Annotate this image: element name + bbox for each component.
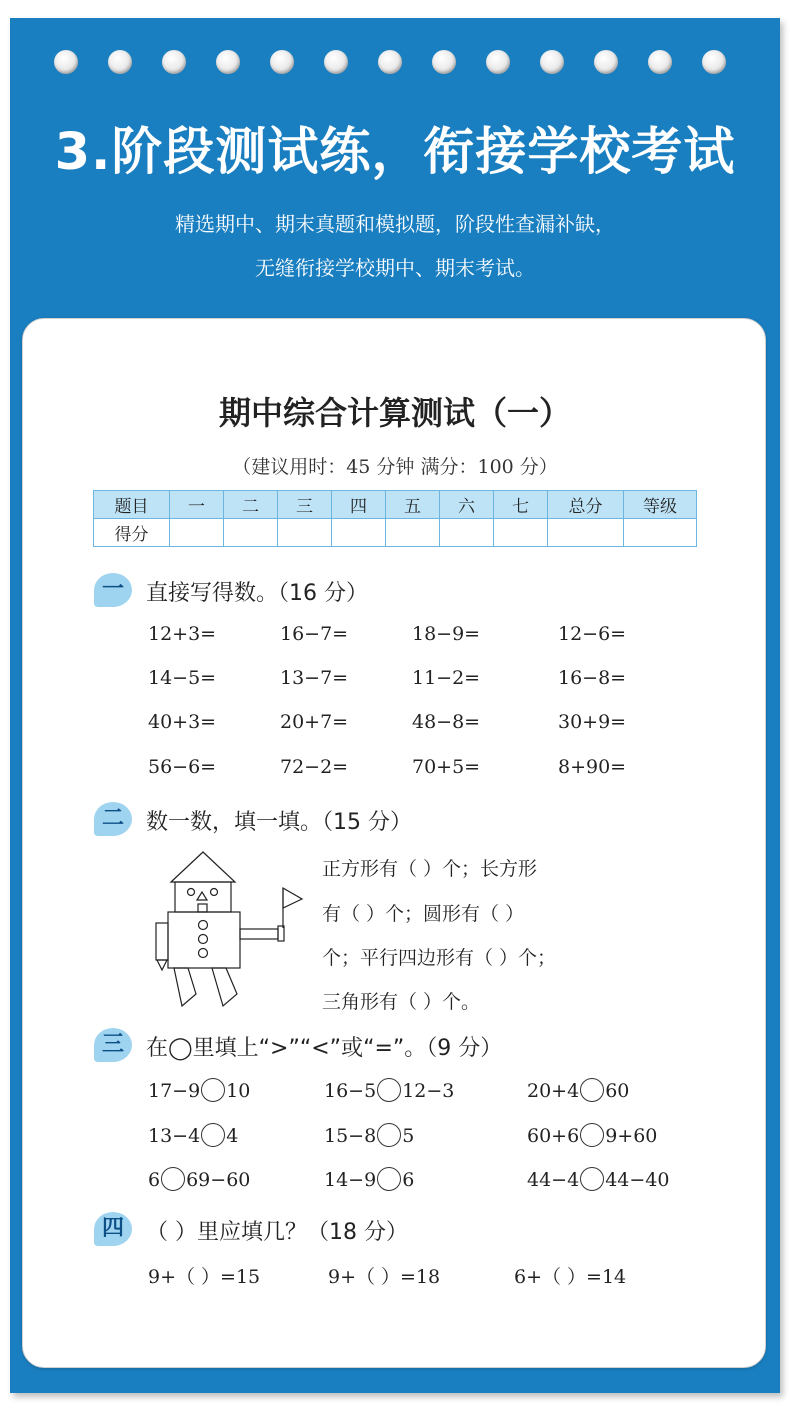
problem: 16−8= [558,667,627,689]
section-3-icon: 三 [94,1028,132,1062]
binder-hole-icon [54,50,78,74]
binder-hole-icon [594,50,618,74]
score-cell[interactable] [386,519,440,547]
problem: 30+9= [558,711,627,733]
header-cell: 一 [170,491,224,519]
left-expr: 14−9 [324,1169,377,1191]
worksheet-title: 期中综合计算测试（一） [218,394,571,432]
problem: 11−2= [412,667,481,689]
section-1-icon: 一 [94,573,132,607]
binder-hole-icon [702,50,726,74]
problem: 18−9= [412,623,481,645]
page-title: 3.阶段测试练，衔接学校考试 [54,123,736,182]
section-2-line-2: 有（ ）个；圆形有（ ） [322,903,525,925]
answer-circle-icon[interactable] [201,1123,225,1147]
header-cell: 六 [440,491,494,519]
answer-circle-icon[interactable] [580,1167,604,1191]
binder-hole-icon [324,50,348,74]
row-label: 得分 [94,519,170,547]
section-2-line-4: 三角形有（ ）个。 [322,991,481,1013]
right-expr: 69−60 [186,1169,251,1191]
problem: 13−7= [280,667,349,689]
header-cell: 总分 [548,491,624,519]
problem: 72−2= [280,756,349,778]
section-4-heading: （ ）里应填几？（18 分） [146,1220,408,1245]
score-cell[interactable] [224,519,278,547]
binder-hole-icon [648,50,672,74]
binder-hole-icon [108,50,132,74]
left-expr: 60+6 [527,1125,580,1147]
problem: 14−5= [148,667,217,689]
answer-circle-icon[interactable] [161,1167,185,1191]
header-cell: 二 [224,491,278,519]
left-expr: 44−4 [527,1169,580,1191]
section-2-icon: 二 [94,802,132,836]
left-expr: 15−8 [324,1125,377,1147]
score-cell[interactable] [278,519,332,547]
score-cell[interactable] [548,519,624,547]
answer-circle-icon[interactable] [377,1078,401,1102]
subtitle-line-2: 无缝衔接学校期中、期末考试。 [255,256,535,280]
answer-circle-icon[interactable] [580,1123,604,1147]
header-cell: 四 [332,491,386,519]
header-cell: 题目 [94,491,170,519]
compare-problem [527,1167,669,1191]
score-cell[interactable] [332,519,386,547]
compare-problem [324,1078,454,1102]
problem: 56−6= [148,756,217,778]
left-expr: 13−4 [148,1125,201,1147]
binder-hole-icon [432,50,456,74]
right-expr: 5 [402,1125,415,1147]
answer-circle-icon[interactable] [377,1123,401,1147]
section-3-heading: 在◯里填上“>”“<”或“=”。（9 分） [146,1036,503,1061]
problem: 12−6= [558,623,627,645]
score-cell[interactable] [624,519,697,547]
right-expr: 10 [226,1080,251,1102]
problem: 48−8= [412,711,481,733]
answer-circle-icon[interactable] [377,1167,401,1191]
right-expr: 60 [605,1080,630,1102]
binder-hole-icon [216,50,240,74]
right-expr: 9+60 [605,1125,658,1147]
right-expr: 12−3 [402,1080,455,1102]
left-expr: 17−9 [148,1080,201,1102]
fill-blank-problem[interactable]: 6+（ ）=14 [514,1266,627,1288]
compare-problem [324,1167,414,1191]
score-cell[interactable] [494,519,548,547]
fill-blank-problem[interactable]: 9+（ ）=18 [328,1266,441,1288]
subtitle-line-1: 精选期中、期末真题和模拟题，阶段性查漏补缺， [175,212,615,236]
problem: 8+90= [558,756,627,778]
compare-problem [148,1167,250,1191]
binder-hole-icon [378,50,402,74]
score-table-row [94,519,697,547]
compare-problem [324,1123,414,1147]
right-expr: 6 [402,1169,415,1191]
score-cell[interactable] [170,519,224,547]
answer-circle-icon[interactable] [580,1078,604,1102]
right-expr: 4 [226,1125,239,1147]
section-2-line-1: 正方形有（ ）个；长方形 [322,858,538,880]
header-cell: 三 [278,491,332,519]
binder-hole-icon [162,50,186,74]
left-expr: 20+4 [527,1080,580,1102]
binder-hole-icon [540,50,564,74]
section-2-heading: 数一数，填一填。（15 分） [146,810,412,835]
robot-figure-icon [150,848,310,1008]
left-expr: 6 [148,1169,161,1191]
score-cell[interactable] [440,519,494,547]
answer-circle-icon[interactable] [201,1078,225,1102]
compare-problem [527,1078,629,1102]
problem: 40+3= [148,711,217,733]
score-table [93,490,697,547]
binder-hole-icon [486,50,510,74]
compare-problem [148,1123,238,1147]
section-4-icon: 四 [94,1212,132,1246]
header-cell: 五 [386,491,440,519]
fill-blank-problem[interactable]: 9+（ ）=15 [148,1266,261,1288]
compare-problem [527,1123,657,1147]
section-2-line-3: 个；平行四边形有（ ）个； [322,947,557,969]
compare-problem [148,1078,250,1102]
worksheet-note: （建议用时：45 分钟 满分：100 分） [232,456,558,478]
score-table-header [94,491,697,519]
problem: 70+5= [412,756,481,778]
header-cell: 等级 [624,491,697,519]
problem: 16−7= [280,623,349,645]
right-expr: 44−40 [605,1169,670,1191]
left-expr: 16−5 [324,1080,377,1102]
problem: 20+7= [280,711,349,733]
header-cell: 七 [494,491,548,519]
binder-hole-icon [270,50,294,74]
section-1-heading: 直接写得数。（16 分） [146,581,368,606]
binder-holes [54,50,744,76]
problem: 12+3= [148,623,217,645]
